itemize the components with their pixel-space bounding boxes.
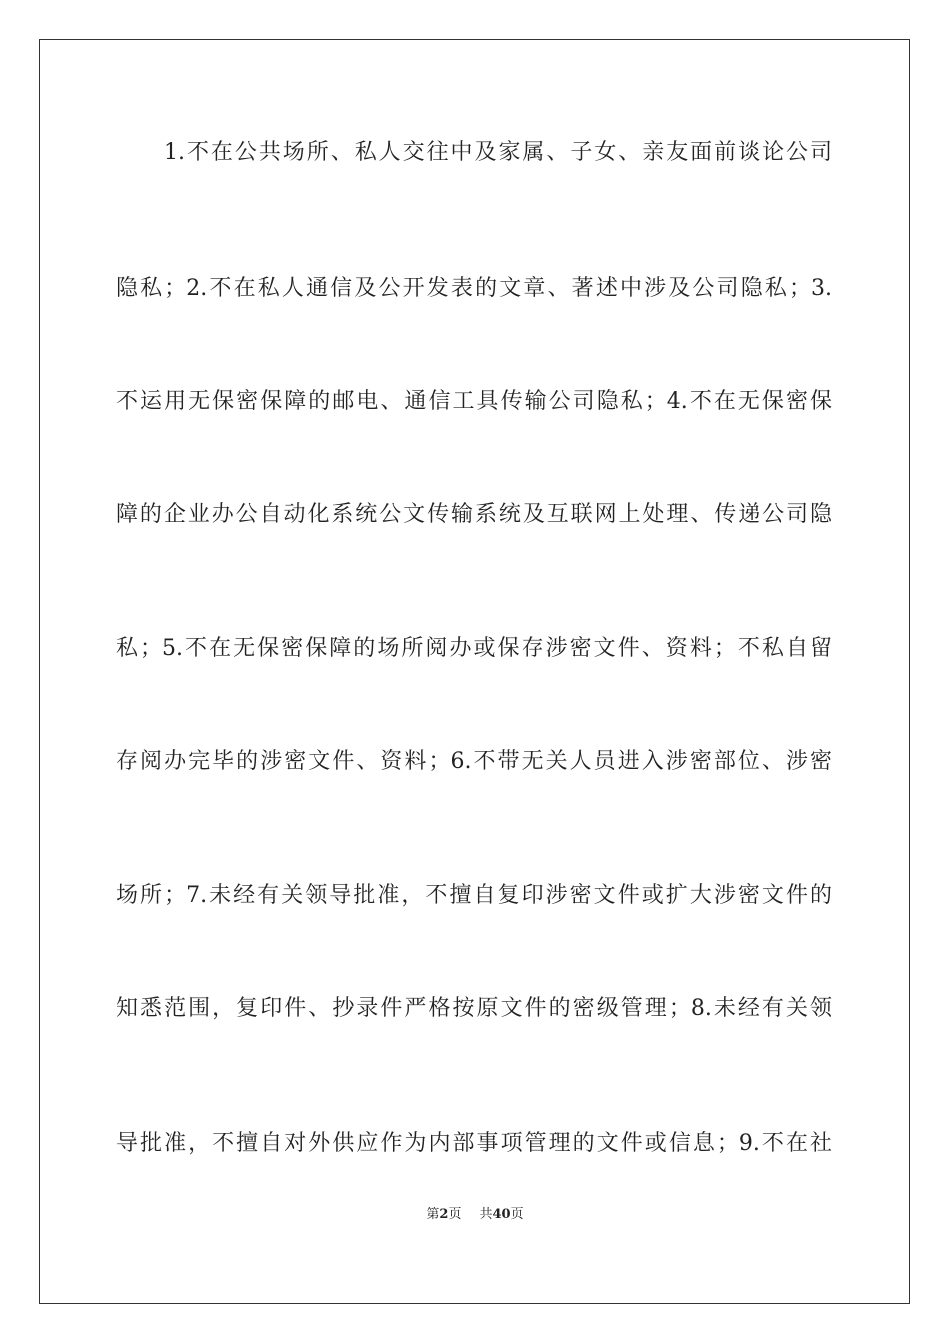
body-text-line-7: 场所；7.未经有关领导批准，不擅自复印涉密文件或扩大涉密文件的 <box>116 883 832 908</box>
body-text-line-2: 隐私；2.不在私人通信及公开发表的文章、著述中涉及公司隐私；3. <box>116 276 832 301</box>
body-text-line-5: 私；5.不在无保密保障的场所阅办或保存涉密文件、资料；不私自留 <box>116 636 832 661</box>
body-text-line-6: 存阅办完毕的涉密文件、资料；6.不带无关人员进入涉密部位、涉密 <box>116 749 832 774</box>
total-pages: 40 <box>492 1207 511 1222</box>
body-text-line-3: 不运用无保密保障的邮电、通信工具传输公司隐私；4.不在无保密保 <box>116 389 832 414</box>
page-frame <box>39 39 910 1304</box>
total-prefix: 共 <box>479 1207 493 1222</box>
body-text-line-9: 导批准，不擅自对外供应作为内部事项管理的文件或信息；9.不在社 <box>116 1131 832 1156</box>
total-suffix: 页 <box>510 1207 524 1222</box>
page-prefix: 第 <box>426 1207 440 1222</box>
body-text-line-4: 障的企业办公自动化系统公文传输系统及互联网上处理、传递公司隐 <box>116 502 832 527</box>
body-text-line-1: 1.不在公共场所、私人交往中及家属、子女、亲友面前谈论公司 <box>164 140 832 165</box>
page-number: 2 <box>439 1207 449 1222</box>
total-pages-label <box>479 1207 523 1222</box>
page-number-label <box>426 1207 461 1222</box>
body-text-line-8: 知悉范围，复印件、抄录件严格按原文件的密级管理；8.未经有关领 <box>116 996 832 1021</box>
page-suffix: 页 <box>448 1207 462 1222</box>
page-footer <box>0 1206 950 1224</box>
